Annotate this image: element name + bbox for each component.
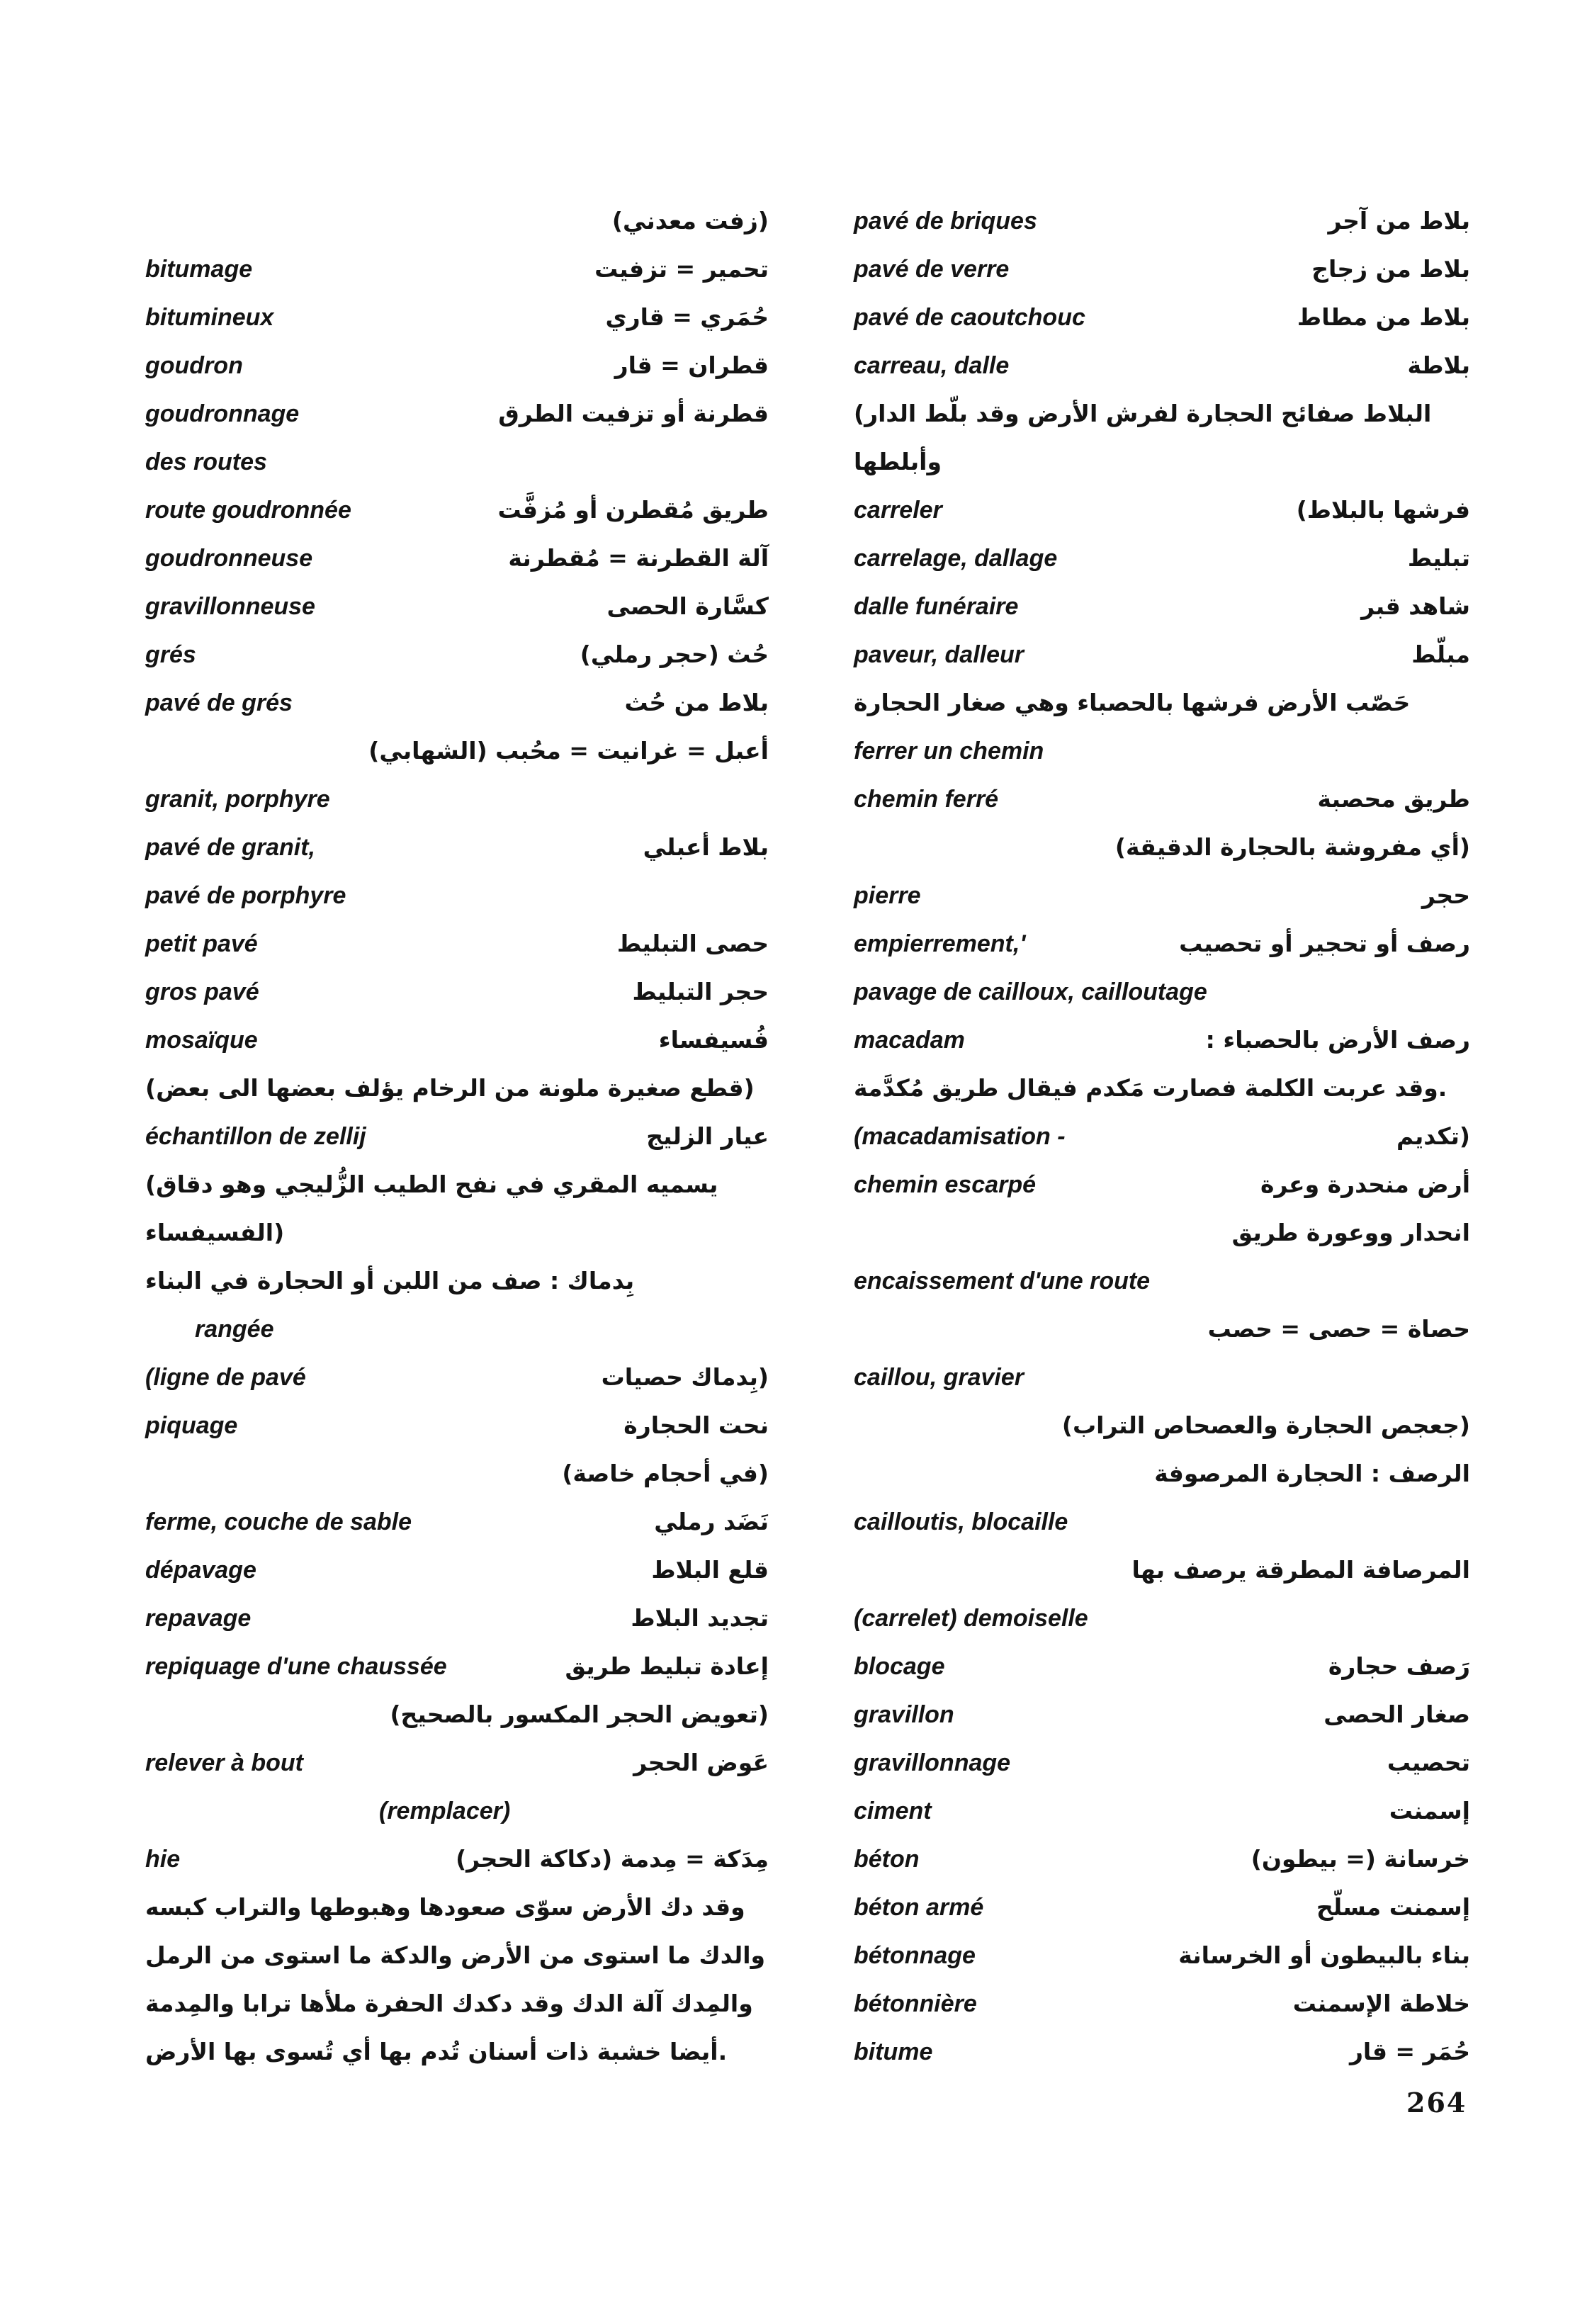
french-term: pavage de cailloux, cailloutage [854,978,1207,1005]
french-term: (ligne de pavé [145,1364,306,1391]
dictionary-entry [145,1642,769,1691]
french-term: grés [145,641,196,668]
dictionary-entry [145,679,769,727]
arabic-term: حَصّب الأرض فرشها بالحصباء وهي صغار الحجارة [854,689,1411,716]
arabic-term: (في أحجام خاصة) [562,1460,769,1487]
dictionary-entry [854,486,1470,534]
dictionary-entry [854,1353,1470,1401]
arabic-term: رصف الأرض بالحصباء : [1205,1026,1470,1054]
arabic-term: رصف أو تحجير أو تحصيب [1179,930,1470,957]
dictionary-entry [854,1161,1470,1209]
french-term: gravillonnage [854,1749,1011,1776]
french-term: bitumage [145,256,253,283]
dictionary-entry [145,1498,769,1546]
dictionary-entry [145,342,769,390]
french-term: caillou, gravier [854,1364,1024,1391]
dictionary-entry [854,872,1470,920]
arabic-term: وقد دك الأرض سوّى صعودها وهبوطها والتراب كبسه والدك ما استوى من الأرض والدكة ما استوى من الرمل والمِدك آلة الدك وقد دكدك الحفرة ملأها ترابا والمِدمة أيضا خشبة ذات أسنان تُدم بها أي تُسوى بها الأرض. [145,1893,766,2065]
french-term: pavé de porphyre [145,882,346,909]
french-term: (carrelet) demoiselle [854,1605,1088,1632]
french-term: blocage [854,1653,945,1680]
dictionary-entry [145,631,769,679]
french-term: béton armé [854,1894,984,1921]
dictionary-entry [145,1305,769,1353]
french-term: bitumineux [145,304,274,331]
dictionary-entry [854,245,1470,293]
dictionary-entry [854,582,1470,631]
dictionary-entry [854,631,1470,679]
arabic-term: نحت الحجارة [623,1411,769,1439]
dictionary-entry [854,1450,1470,1498]
arabic-term: فرشها بالبلاط) [1296,496,1470,524]
arabic-term: (جعجص الحجارة والعصحاص التراب) [1061,1411,1470,1439]
french-term: pavé de granit, [145,834,315,861]
french-term: gros pavé [145,978,259,1005]
dictionary-entry [854,968,1470,1016]
arabic-term: انحدار ووعورة طريق [1231,1219,1470,1246]
arabic-term: طريق مُقطرن أو مُزفَّت [497,496,769,524]
dictionary-entry [854,1739,1470,1787]
arabic-term: حُمَر = قار [1349,2038,1470,2065]
arabic-term: حجر [1421,881,1470,909]
dictionary-entry [854,1498,1470,1546]
french-term: cailloutis, blocaille [854,1508,1068,1535]
french-term: dalle funéraire [854,593,1019,620]
dictionary-entry [145,534,769,582]
arabic-term: (يسميه المقري في نفح الطيب الزُّليجي وهو دقاق الفسيفساء) [145,1171,718,1246]
arabic-term: قطران = قار [614,351,769,379]
arabic-term: تحمير = تزفيت [594,255,769,283]
dictionary-entry [145,1787,769,1835]
dictionary-entry [854,534,1470,582]
arabic-term: عيار الزليج [646,1122,769,1150]
arabic-term: قطرنة أو تزفيت الطرق [498,400,769,427]
arabic-term: (أي مفروشة بالحجارة الدقيقة) [1114,833,1470,861]
arabic-term: فُسيفساء [658,1026,769,1054]
dictionary-entry [145,1691,769,1739]
dictionary-entry [145,727,769,775]
arabic-term: الرصف : الحجارة المرصوفة [1154,1460,1470,1487]
dictionary-entry [145,968,769,1016]
dictionary-entry [854,1257,1470,1305]
dictionary-entry [854,2028,1470,2076]
dictionary-entry [854,1787,1470,1835]
arabic-term: بلاط أعبلي [643,833,769,861]
french-term: repiquage d'une chaussée [145,1653,447,1680]
french-term: ciment [854,1798,932,1824]
dictionary-entry [854,1642,1470,1691]
arabic-term: حُمَري = قاري [605,303,769,331]
arabic-term: بلاط من زجاج [1311,255,1470,283]
arabic-term: عَوض الحجر [633,1749,769,1776]
dictionary-entry [854,1931,1470,1980]
arabic-term: أعبل = غرانيت = محُبب (الشهابي) [368,737,769,765]
arabic-term: بلاطة [1407,351,1470,379]
french-term: chemin ferré [854,786,999,813]
arabic-term: (زفت معدني) [611,207,769,235]
arabic-term: مِدَكة = مِدمة (دكاكة الحجر) [456,1845,769,1873]
dictionary-entry [854,342,1470,390]
french-term: ferrer un chemin [854,738,1044,765]
french-term: paveur, dalleur [854,641,1024,668]
arabic-term: (البلاط صفائح الحجارة لفرش الأرض وقد بلّط الدار وأبلطها [854,400,1432,475]
french-term: empierrement,' [854,930,1026,957]
arabic-term: إعادة تبليط طريق [565,1652,769,1680]
arabic-term: حُث (حجر رملي) [580,641,769,668]
dictionary-entry [145,1064,769,1112]
dictionary-entry [145,920,769,968]
dictionary-entry [854,823,1470,872]
french-term: bétonnage [854,1942,976,1969]
dictionary-entry [854,1546,1470,1594]
dictionary-entry [854,1305,1470,1353]
french-term: ferme, couche de sable [145,1508,412,1535]
dictionary-entry [145,197,769,245]
dictionary-entry [145,823,769,872]
french-term: macadam [854,1027,965,1054]
arabic-term: المرصافة المطرقة يرصف بها [1131,1556,1470,1584]
dictionary-entry [854,727,1470,775]
french-term: gravillonneuse [145,593,315,620]
french-term: bitume [854,2038,933,2065]
dictionary-entry [854,197,1470,245]
arabic-term: أرض منحدرة وعرة [1260,1171,1470,1198]
arabic-term: حصاة = حصى = حصب [1207,1315,1470,1343]
left-column [145,197,769,2076]
french-term: carreau, dalle [854,352,1010,379]
dictionary-entry [854,293,1470,342]
arabic-term: بلاط من آجر [1328,207,1470,235]
dictionary-entry [145,1594,769,1642]
french-term: gravillon [854,1701,954,1728]
dictionary-entry [145,1546,769,1594]
dictionary-entry [854,1112,1470,1161]
french-term: pavé de verre [854,256,1010,283]
french-term: goudronnage [145,400,300,427]
arabic-term: صغار الحصى [1323,1700,1470,1728]
arabic-term: آلة القطرنة = مُقطرنة [508,544,769,572]
dictionary-entry [854,390,1470,486]
arabic-term: (قطع صغيرة ملونة من الرخام يؤلف بعضها الى بعض) [145,1074,755,1102]
right-column [854,197,1470,2076]
dictionary-entry [145,486,769,534]
french-term: mosaïque [145,1027,258,1054]
french-term: goudronneuse [145,545,313,572]
arabic-term: تبليط [1407,544,1470,572]
arabic-term: تجديد البلاط [631,1604,769,1632]
dictionary-entry [145,1161,769,1257]
arabic-term: رَصف حجارة [1328,1652,1470,1680]
arabic-term: (تعويض الحجر المكسور بالصحيح) [390,1700,769,1728]
page-number: 264 [1406,2087,1467,2119]
arabic-term: بناء بالبيطون أو الخرسانة [1178,1941,1470,1969]
arabic-term: إسمنت [1389,1797,1470,1824]
french-term: repavage [145,1605,252,1632]
arabic-term: شاهد قبر [1361,592,1470,620]
dictionary-entry [854,1691,1470,1739]
french-term: des routes [145,449,267,475]
dictionary-entry [145,293,769,342]
french-term: goudron [145,352,243,379]
dictionary-entry [145,1450,769,1498]
dictionary-entry [854,1209,1470,1257]
dictionary-entry [854,679,1470,727]
french-term: bétonnière [854,1990,977,2017]
dictionary-entry [145,245,769,293]
dictionary-entry [145,390,769,438]
french-term: piquage [145,1412,238,1439]
french-term: (remplacer) [379,1798,511,1824]
dictionary-entry [854,1016,1470,1064]
dictionary-entry [854,1401,1470,1450]
french-term: petit pavé [145,930,258,957]
arabic-term: (بِدماك حصيات [601,1363,769,1391]
dictionary-entry [145,1835,769,1883]
arabic-term: كسَّارة الحصى [606,592,769,620]
arabic-term: حصى التبليط [616,930,769,957]
french-term: pavé de briques [854,208,1037,235]
french-term: dépavage [145,1557,256,1584]
arabic-term: بلاط من حُث [624,689,769,716]
dictionary-entry [145,1739,769,1787]
dictionary-entry [854,775,1470,823]
dictionary-entry [854,1064,1470,1112]
arabic-term: نَضَد رملي [654,1508,769,1535]
dictionary-entry [854,1883,1470,1931]
arabic-term: طريق محصبة [1317,785,1470,813]
arabic-term: خلاطة الإسمنت [1292,1990,1470,2017]
dictionary-entry [145,438,769,486]
french-term: pavé de grés [145,689,293,716]
dictionary-entry [145,1353,769,1401]
dictionary-entry [854,1980,1470,2028]
dictionary-entry [145,1257,769,1305]
dictionary-entry [854,920,1470,968]
french-term: carrelage, dallage [854,545,1058,572]
french-term: encaissement d'une route [854,1268,1151,1294]
french-term: chemin escarpé [854,1171,1037,1198]
french-term: béton [854,1846,920,1873]
dictionary-entry [145,775,769,823]
dictionary-entry [145,1112,769,1161]
arabic-term: تحصيب [1387,1749,1470,1776]
french-term: rangée [195,1316,274,1343]
french-term: route goudronnée [145,497,351,524]
french-term: hie [145,1846,181,1873]
french-term: relever à bout [145,1749,303,1776]
arabic-term: مبلّط [1411,641,1470,668]
arabic-term: وقد عربت الكلمة فصارت مَكدم فيقال طريق مُكدَّمة. [854,1074,1447,1102]
arabic-term: قلع البلاط [651,1556,769,1584]
dictionary-entry [145,1401,769,1450]
arabic-term: حجر التبليط [632,978,769,1005]
french-term: échantillon de zellij [145,1123,366,1150]
dictionary-entry [854,1594,1470,1642]
french-term: pierre [854,882,921,909]
dictionary-entry [145,1883,769,2076]
arabic-term: بِدماك : صف من اللبن أو الحجارة في البناء [145,1267,635,1294]
dictionary-entry [145,1016,769,1064]
dictionary-entry [854,1835,1470,1883]
french-term: granit, porphyre [145,786,330,813]
french-term: pavé de caoutchouc [854,304,1085,331]
arabic-term: (تكديم [1396,1122,1470,1150]
arabic-term: بلاط من مطاط [1297,303,1470,331]
dictionary-entry [145,582,769,631]
french-term: (macadamisation - [854,1123,1066,1150]
arabic-term: خرسانة (= بيطون) [1251,1845,1470,1873]
french-term: carreler [854,497,942,524]
dictionary-entry [145,872,769,920]
arabic-term: إسمنت مسلّح [1316,1893,1470,1921]
